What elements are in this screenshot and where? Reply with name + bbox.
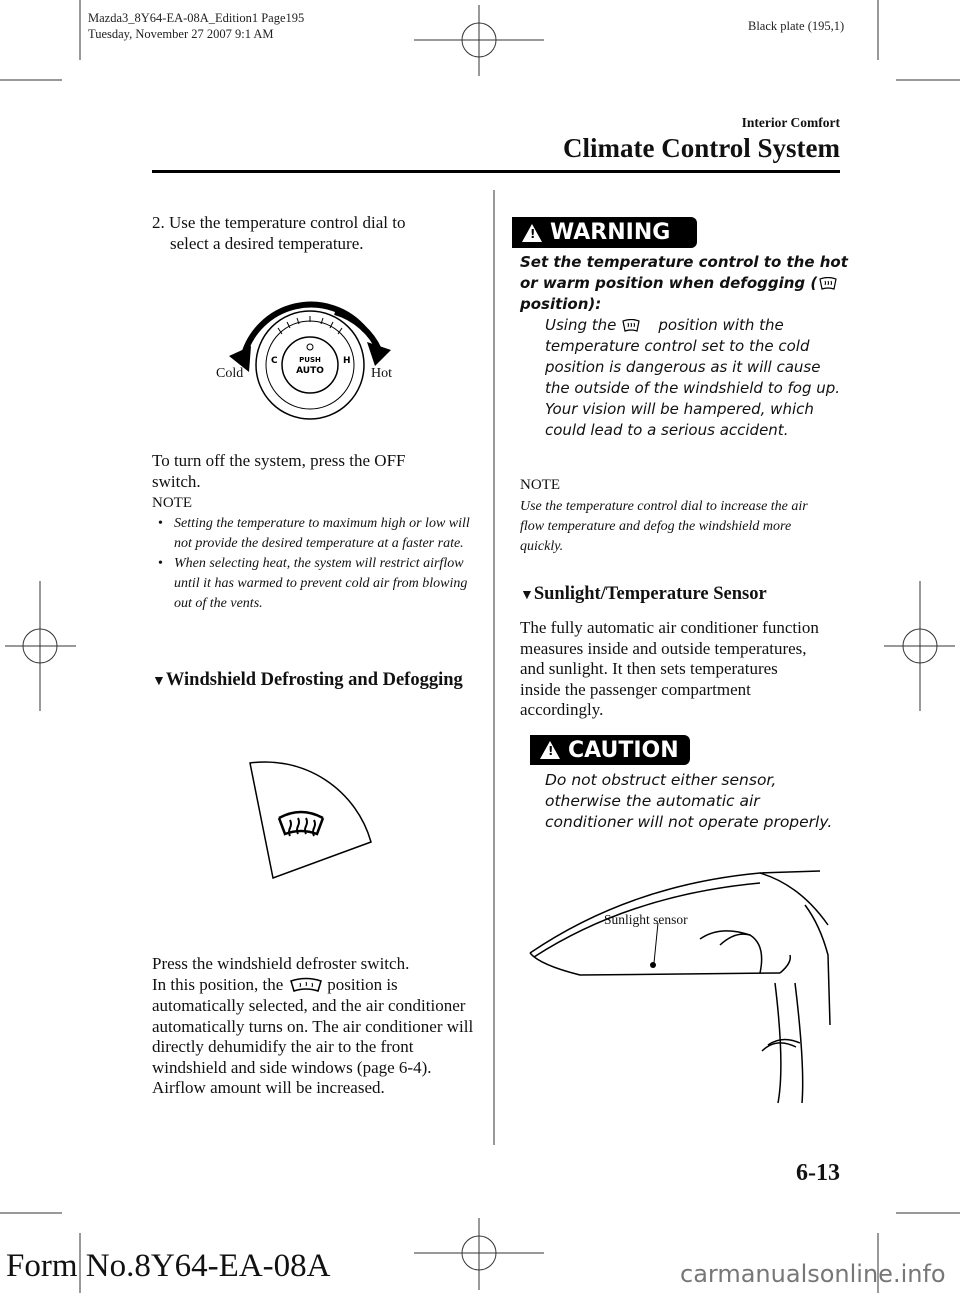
caution-badge: ! CAUTION	[530, 735, 690, 765]
sunlight-sensor-illustration	[520, 865, 840, 1105]
plate-label: Black plate (195,1)	[748, 19, 845, 33]
step-2-line2: select a desired temperature.	[170, 234, 364, 253]
dial-cold-label: Cold	[216, 366, 244, 381]
warning-title-line2: or warm position when defogging (	[520, 273, 837, 294]
header-rule	[152, 170, 840, 173]
caution-triangle-icon: !	[540, 741, 560, 759]
defrost-para-line2: In this position, the position is	[152, 975, 398, 994]
page-number: 6-13	[796, 1160, 840, 1186]
warning-triangle-icon: !	[522, 224, 542, 242]
watermark: carmanualsonline.info	[680, 1260, 946, 1288]
dial-c-label: C	[271, 356, 278, 366]
sunlight-sensor-callout: Sunlight sensor	[604, 912, 688, 927]
caution-text: Do not obstruct either sensor, otherwise the automatic air conditioner will not operate properly.	[545, 771, 833, 831]
warning-title-line1: Set the temperature control to the hot	[520, 253, 848, 271]
section-label: Interior Comfort	[741, 115, 840, 130]
temperature-dial-illustration	[215, 280, 405, 430]
windshield-defog-icon	[819, 277, 837, 291]
print-date-line: Tuesday, November 27 2007 9:1 AM	[88, 27, 274, 41]
warning-body-rest: temperature control set to the cold position is dangerous as it will cause the outside of the windshield to fog up. Your vision will be hampered, which could lead to a serious accident.	[545, 337, 841, 439]
triangle-bullet-icon: ▼	[152, 674, 166, 689]
windshield-defog-icon	[622, 319, 640, 333]
right-note-text: Use the temperature control dial to increase the air flow temperature and defog the windshield more quickly.	[520, 499, 808, 554]
note-list	[154, 514, 474, 614]
dial-push-label: PUSH	[299, 356, 321, 364]
triangle-bullet-icon: ▼	[520, 588, 534, 603]
sensor-heading: ▼Sunlight/Temperature Sensor	[520, 584, 767, 604]
defrost-para-line1: Press the windshield defroster switch.	[152, 954, 410, 973]
sensor-description: The fully automatic air conditioner function measures inside and outside temperatures, and sunlight. It then sets temperatures inside the passenger compartment accordingly.	[520, 618, 819, 719]
defog-mode-icon	[289, 977, 323, 993]
dial-h-label: H	[343, 356, 351, 366]
page-title: Climate Control System	[563, 133, 840, 163]
note-label: NOTE	[152, 495, 192, 511]
right-note-label: NOTE	[520, 477, 560, 493]
warning-title-line3: position):	[520, 295, 602, 313]
defrost-heading: ▼Windshield Defrosting and Defogging	[152, 670, 463, 690]
step-2-line1: 2. Use the temperature control dial to	[152, 213, 406, 232]
note-item: • Setting the temperature to maximum high or low will not provide the desired temperature at a faster rate.	[154, 514, 474, 554]
note-item: • When selecting heat, the system will restrict airflow until it has warmed to prevent cold air from blowing out of the vents.	[154, 554, 474, 614]
warning-badge: ! WARNING	[512, 217, 697, 248]
dial-auto-label: AUTO	[296, 366, 324, 376]
defrost-para-rest: automatically selected, and the air conditioner automatically turns on. The air conditioner will directly dehumidify the air to the front windshield and side windows (page 6-4). Airflow amount will be increased.	[152, 996, 474, 1097]
form-number: Form No.8Y64-EA-08A	[6, 1248, 331, 1284]
defroster-switch-illustration	[245, 758, 375, 883]
warning-body-line1: Using the position with the	[545, 316, 784, 334]
dial-hot-label: Hot	[371, 366, 392, 381]
print-file-line: Mazda3_8Y64-EA-08A_Edition1 Page195	[88, 11, 305, 25]
off-instruction: To turn off the system, press the OFF switch.	[152, 451, 406, 491]
